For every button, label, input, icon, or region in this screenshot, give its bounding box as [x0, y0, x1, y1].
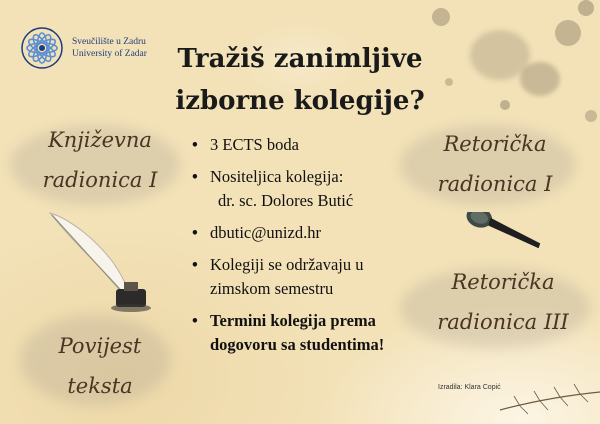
holder-label: Nositeljica kolegija:	[210, 167, 344, 186]
course-label-line: Retorička	[443, 132, 547, 156]
ink-splatter	[585, 110, 597, 122]
list-item	[192, 221, 437, 245]
quill-inkwell-icon	[40, 205, 160, 315]
course-label-line: radionica I	[437, 172, 553, 196]
course-label-line: radionica I	[42, 168, 158, 192]
course-label-line: radionica III	[437, 310, 569, 334]
university-logo	[18, 24, 147, 72]
ink-splatter	[555, 20, 581, 46]
ink-splatter	[432, 8, 450, 26]
microphone-icon	[462, 212, 548, 252]
course-label-line: Povijest	[58, 334, 142, 358]
title-line-2: izborne kolegije?	[175, 86, 425, 116]
author-credit: Izradila: Klara Copić	[438, 384, 501, 391]
ink-splatter	[500, 100, 510, 110]
schedule-line-2: zimskom semestru	[210, 279, 334, 298]
list-item	[192, 133, 437, 157]
course-label-line: Književna	[48, 128, 152, 152]
schedule-line-1: Kolegiji se održavaju u	[210, 255, 364, 274]
university-name-hr: Sveučilište u Zadru	[72, 37, 146, 47]
course-retoricka-radionica-1	[420, 124, 570, 204]
email-link[interactable]: dbutic@unizd.hr	[210, 223, 321, 242]
course-label-line: teksta	[67, 374, 133, 398]
title-line-1: Tražiš zanimljive	[177, 44, 423, 74]
page-title	[150, 38, 450, 122]
terms-line-2: dogovoru sa studentima!	[210, 335, 385, 354]
branch-decoration	[500, 380, 600, 424]
course-povijest-teksta	[30, 326, 170, 406]
terms-line-1: Termini kolegija prema	[210, 311, 376, 330]
holder-name: dr. sc. Dolores Butić	[218, 191, 354, 210]
list-item	[192, 165, 437, 213]
list-item	[192, 253, 437, 301]
course-knjizevna-radionica	[25, 120, 175, 200]
course-label-line: Retorička	[451, 270, 555, 294]
list-item	[192, 309, 437, 357]
university-logo-icon	[18, 24, 66, 72]
course-retoricka-radionica-3	[418, 262, 588, 342]
ink-splatter	[520, 62, 560, 96]
ects-text: 3 ECTS boda	[210, 135, 299, 154]
university-name-en: University of Zadar	[72, 49, 147, 59]
ink-splatter	[578, 0, 594, 16]
course-info-list	[192, 133, 437, 365]
